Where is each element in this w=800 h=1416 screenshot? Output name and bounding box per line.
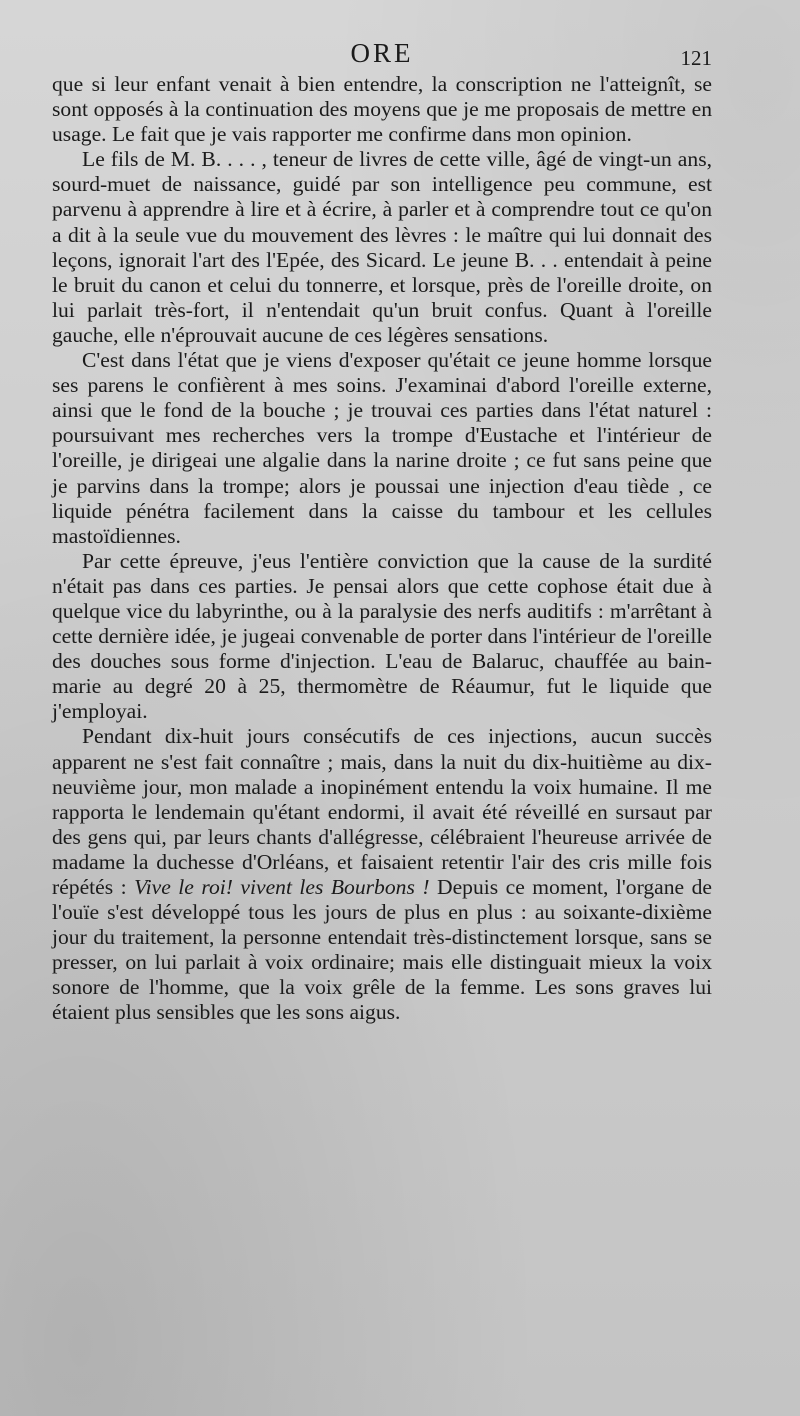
paragraph-continuation: que si leur enfant venait à bien entendre, la conscription ne l'atteignît, se sont opposés à la continuation des moyens que je me proposais de mettre en usage. Le fait que je vais rapporter me confirme dans mon opinion.: [52, 72, 712, 147]
body-text: [52, 72, 712, 1026]
treatment-quote-italic: Vive le roi! vivent les Bourbons !: [134, 875, 430, 899]
paragraph-examination: C'est dans l'état que je viens d'exposer qu'était ce jeune homme lorsque ses parens le confièrent à mes soins. J'examinai d'abord l'oreille externe, ainsi que le fond de la bouche ; je trouvai ces parties dans l'état naturel : poursuivant mes recherches vers la trompe d'Eustache et l'intérieur de l'oreille, je dirigeai une algalie dans la narine droite ; ce fut sans peine que je parvins dans la trompe; alors je poussai une injection d'eau tiède , ce liquide pénétra facilement dans la caisse du tambour et les cellules mastoïdiennes.: [52, 348, 712, 548]
running-title: ORE: [350, 38, 414, 68]
paragraph-patient-description: Le fils de M. B. . . . , teneur de livres de cette ville, âgé de vingt-un ans, sourd-muet de naissance, guidé par son intelligence peu commune, est parvenu à apprendre à lire et à écrire, à parler et à comprendre tout ce qu'on a dit à la seule vue du mouvement des lèvres : le maître qui lui donnait des leçons, ignorait l'art des l'Epée, des Sicard. Le jeune B. . . entendait à peine le bruit du canon et celui du tonnerre, et lorsque, près de l'oreille droite, on lui parlait très-fort, il n'entendait qu'un bruit confus. Quant à l'oreille gauche, elle n'éprouvait aucune de ces légères sensations.: [52, 147, 712, 347]
page-number: 121: [680, 46, 712, 70]
paragraph-diagnosis: Par cette épreuve, j'eus l'entière conviction que la cause de la surdité n'était pas dans ces parties. Je pensai alors que cette cophose était due à quelque vice du labyrinthe, ou à la paralysie des nerfs auditifs : m'arrêtant à cette dernière idée, je jugeai convenable de porter dans l'intérieur de l'oreille des douches sous forme d'injection. L'eau de Balaruc, chauffée au bain-marie au degré 20 à 25, thermomètre de Réaumur, fut le liquide que j'employai.: [52, 548, 712, 724]
treatment-text-before: Pendant dix-huit jours consécutifs de ces injections, aucun succès apparent ne s'est fait connaître ; mais, dans la nuit du dix-huitième au dix-neuvième jour, mon malade a inopinément entendu la voix humaine. Il me rapporta le lendemain qu'étant endormi, il avait été réveillé en sursaut par des gens qui, par leurs chants d'allégresse, célébraient l'heureuse arrivée de madame la duchesse d'Orléans, et faisaient retentir l'air des cris mille fois répétés :: [52, 724, 712, 899]
treatment-text-after: Depuis ce moment, l'organe de l'ouïe s'est développé tous les jours de plus en plus : au soixante-dixième jour du traitement, la personne entendait très-distinctement lorsque, sans se presser, on lui parlait à voix ordinaire; mais elle distinguait mieux la voix sonore de l'homme, que la voix grêle de la femme. Les sons graves lui étaient plus sensibles que les sons aigus.: [52, 875, 712, 1025]
paragraph-treatment-result: [52, 724, 712, 1025]
